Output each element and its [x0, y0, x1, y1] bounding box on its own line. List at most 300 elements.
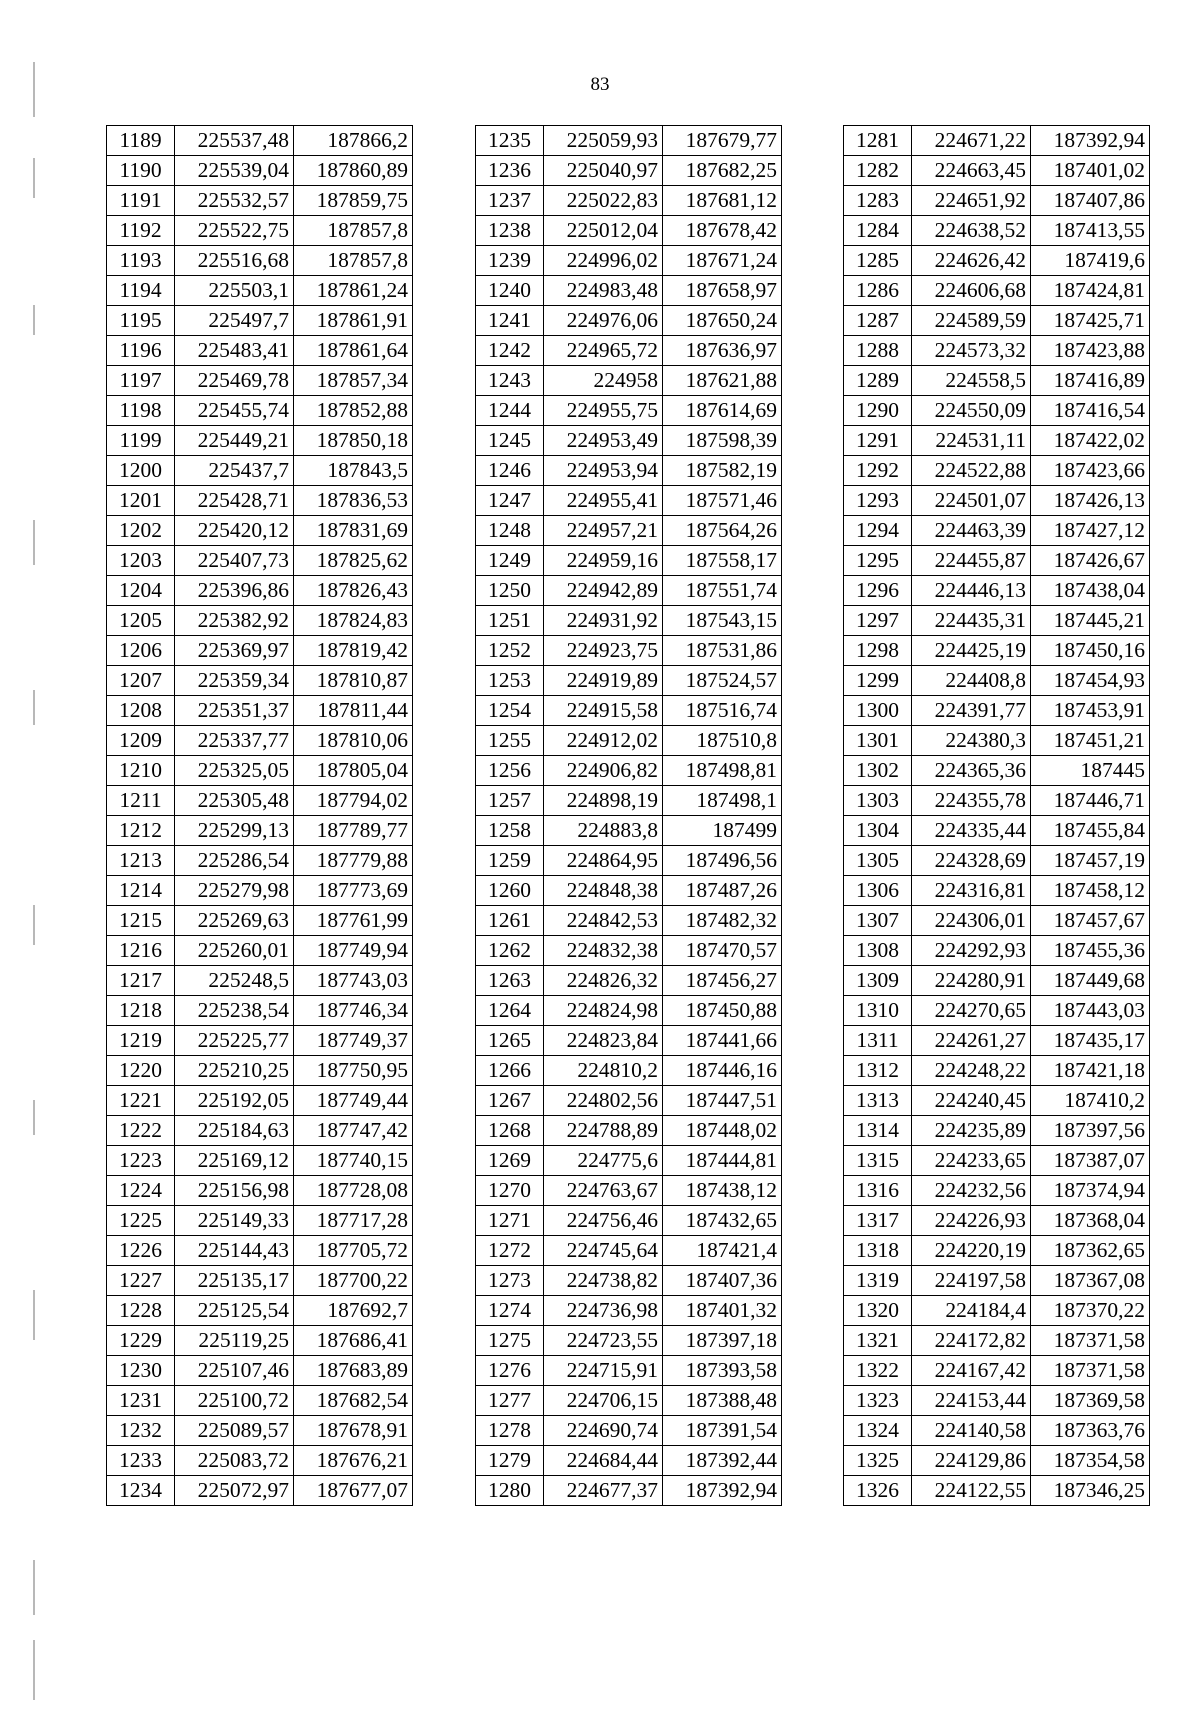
x-coordinate-cell: 224197,58	[912, 1266, 1031, 1296]
point-number-cell: 1304	[844, 816, 912, 846]
y-coordinate-cell: 187681,12	[663, 186, 782, 216]
y-coordinate-cell: 187496,56	[663, 846, 782, 876]
y-coordinate-cell: 187413,55	[1031, 216, 1150, 246]
x-coordinate-cell: 224531,11	[912, 426, 1031, 456]
table-row	[107, 156, 413, 186]
x-coordinate-cell: 224976,06	[544, 306, 663, 336]
x-coordinate-cell: 225522,75	[175, 216, 294, 246]
point-number-cell: 1234	[107, 1476, 175, 1506]
x-coordinate-cell: 224355,78	[912, 786, 1031, 816]
point-number-cell: 1314	[844, 1116, 912, 1146]
y-coordinate-cell: 187424,81	[1031, 276, 1150, 306]
x-coordinate-cell: 224953,49	[544, 426, 663, 456]
point-number-cell: 1293	[844, 486, 912, 516]
table-row	[107, 576, 413, 606]
x-coordinate-cell: 224606,68	[912, 276, 1031, 306]
table-row	[476, 696, 782, 726]
x-coordinate-cell: 224690,74	[544, 1416, 663, 1446]
y-coordinate-cell: 187749,44	[294, 1086, 413, 1116]
y-coordinate-cell: 187524,57	[663, 666, 782, 696]
y-coordinate-cell: 187836,53	[294, 486, 413, 516]
x-coordinate-cell: 225125,54	[175, 1296, 294, 1326]
y-coordinate-cell: 187455,36	[1031, 936, 1150, 966]
table-row	[107, 366, 413, 396]
point-number-cell: 1301	[844, 726, 912, 756]
table-row	[844, 786, 1150, 816]
table-row	[844, 1236, 1150, 1266]
x-coordinate-cell: 225337,77	[175, 726, 294, 756]
table-row	[844, 126, 1150, 156]
point-number-cell: 1223	[107, 1146, 175, 1176]
x-coordinate-cell: 224316,81	[912, 876, 1031, 906]
table-row	[107, 846, 413, 876]
point-number-cell: 1239	[476, 246, 544, 276]
point-number-cell: 1320	[844, 1296, 912, 1326]
x-coordinate-cell: 224248,22	[912, 1056, 1031, 1086]
table-row	[844, 1176, 1150, 1206]
x-coordinate-cell: 224240,45	[912, 1086, 1031, 1116]
table-row	[107, 246, 413, 276]
point-number-cell: 1311	[844, 1026, 912, 1056]
point-number-cell: 1278	[476, 1416, 544, 1446]
y-coordinate-cell: 187446,16	[663, 1056, 782, 1086]
y-coordinate-cell: 187457,67	[1031, 906, 1150, 936]
point-number-cell: 1207	[107, 666, 175, 696]
y-coordinate-cell: 187794,02	[294, 786, 413, 816]
table-row	[476, 1266, 782, 1296]
table-row	[844, 1446, 1150, 1476]
table-row	[476, 846, 782, 876]
table-row	[107, 216, 413, 246]
table-row	[476, 636, 782, 666]
y-coordinate-cell: 187346,25	[1031, 1476, 1150, 1506]
x-coordinate-cell: 224775,6	[544, 1146, 663, 1176]
y-coordinate-cell: 187700,22	[294, 1266, 413, 1296]
x-coordinate-cell: 225532,57	[175, 186, 294, 216]
table-row	[476, 426, 782, 456]
y-coordinate-cell: 187843,5	[294, 456, 413, 486]
table-row	[107, 636, 413, 666]
table-row	[107, 186, 413, 216]
y-coordinate-cell: 187438,04	[1031, 576, 1150, 606]
point-number-cell: 1206	[107, 636, 175, 666]
table-row	[476, 1116, 782, 1146]
point-number-cell: 1282	[844, 156, 912, 186]
y-coordinate-cell: 187857,34	[294, 366, 413, 396]
y-coordinate-cell: 187740,15	[294, 1146, 413, 1176]
table-row	[107, 906, 413, 936]
point-number-cell: 1215	[107, 906, 175, 936]
y-coordinate-cell: 187416,89	[1031, 366, 1150, 396]
y-coordinate-cell: 187392,44	[663, 1446, 782, 1476]
x-coordinate-cell: 225497,7	[175, 306, 294, 336]
table-row	[476, 1356, 782, 1386]
table-row	[476, 1056, 782, 1086]
table-row	[476, 936, 782, 966]
x-coordinate-cell: 224706,15	[544, 1386, 663, 1416]
y-coordinate-cell: 187614,69	[663, 396, 782, 426]
table-row	[476, 486, 782, 516]
y-coordinate-cell: 187407,36	[663, 1266, 782, 1296]
point-number-cell: 1259	[476, 846, 544, 876]
table-row	[476, 966, 782, 996]
table-row	[844, 816, 1150, 846]
table-row	[476, 1386, 782, 1416]
point-number-cell: 1205	[107, 606, 175, 636]
x-coordinate-cell: 224626,42	[912, 246, 1031, 276]
point-number-cell: 1264	[476, 996, 544, 1026]
table-row	[476, 516, 782, 546]
point-number-cell: 1260	[476, 876, 544, 906]
x-coordinate-cell: 225483,41	[175, 336, 294, 366]
point-number-cell: 1246	[476, 456, 544, 486]
y-coordinate-cell: 187450,16	[1031, 636, 1150, 666]
y-coordinate-cell: 187354,58	[1031, 1446, 1150, 1476]
x-coordinate-cell: 225503,1	[175, 276, 294, 306]
y-coordinate-cell: 187371,58	[1031, 1356, 1150, 1386]
point-number-cell: 1229	[107, 1326, 175, 1356]
y-coordinate-cell: 187391,54	[663, 1416, 782, 1446]
table-row	[107, 1386, 413, 1416]
point-number-cell: 1296	[844, 576, 912, 606]
y-coordinate-cell: 187678,42	[663, 216, 782, 246]
point-number-cell: 1265	[476, 1026, 544, 1056]
x-coordinate-cell: 224220,19	[912, 1236, 1031, 1266]
point-number-cell: 1317	[844, 1206, 912, 1236]
y-coordinate-cell: 187531,86	[663, 636, 782, 666]
point-number-cell: 1283	[844, 186, 912, 216]
x-coordinate-cell: 225437,7	[175, 456, 294, 486]
x-coordinate-cell: 224983,48	[544, 276, 663, 306]
point-number-cell: 1287	[844, 306, 912, 336]
point-number-cell: 1262	[476, 936, 544, 966]
table-row	[844, 966, 1150, 996]
table-row	[107, 306, 413, 336]
x-coordinate-cell: 225286,54	[175, 846, 294, 876]
y-coordinate-cell: 187421,18	[1031, 1056, 1150, 1086]
y-coordinate-cell: 187826,43	[294, 576, 413, 606]
y-coordinate-cell: 187423,88	[1031, 336, 1150, 366]
x-coordinate-cell: 224959,16	[544, 546, 663, 576]
y-coordinate-cell: 187682,25	[663, 156, 782, 186]
y-coordinate-cell: 187498,1	[663, 786, 782, 816]
table-row	[844, 276, 1150, 306]
table-row	[476, 366, 782, 396]
table-row	[476, 996, 782, 1026]
y-coordinate-cell: 187392,94	[1031, 126, 1150, 156]
point-number-cell: 1251	[476, 606, 544, 636]
x-coordinate-cell: 224788,89	[544, 1116, 663, 1146]
point-number-cell: 1190	[107, 156, 175, 186]
table-row	[844, 1206, 1150, 1236]
x-coordinate-cell: 224826,32	[544, 966, 663, 996]
y-coordinate-cell: 187425,71	[1031, 306, 1150, 336]
point-number-cell: 1274	[476, 1296, 544, 1326]
x-coordinate-cell: 224335,44	[912, 816, 1031, 846]
scan-margin-mark	[33, 520, 35, 565]
table-row	[476, 1296, 782, 1326]
table-row	[476, 666, 782, 696]
x-coordinate-cell: 224167,42	[912, 1356, 1031, 1386]
table-row	[476, 816, 782, 846]
y-coordinate-cell: 187866,2	[294, 126, 413, 156]
point-number-cell: 1196	[107, 336, 175, 366]
x-coordinate-cell: 225537,48	[175, 126, 294, 156]
table-row	[844, 576, 1150, 606]
x-coordinate-cell: 224848,38	[544, 876, 663, 906]
x-coordinate-cell: 224550,09	[912, 396, 1031, 426]
coordinates-table-1	[106, 125, 413, 1506]
point-number-cell: 1245	[476, 426, 544, 456]
table-row	[107, 1206, 413, 1236]
point-number-cell: 1269	[476, 1146, 544, 1176]
x-coordinate-cell: 225135,17	[175, 1266, 294, 1296]
y-coordinate-cell: 187671,24	[663, 246, 782, 276]
x-coordinate-cell: 224912,02	[544, 726, 663, 756]
table-row	[107, 1326, 413, 1356]
table-row	[107, 1176, 413, 1206]
table-row	[844, 366, 1150, 396]
point-number-cell: 1261	[476, 906, 544, 936]
point-number-cell: 1253	[476, 666, 544, 696]
y-coordinate-cell: 187717,28	[294, 1206, 413, 1236]
table-row	[844, 1296, 1150, 1326]
point-number-cell: 1227	[107, 1266, 175, 1296]
y-coordinate-cell: 187367,08	[1031, 1266, 1150, 1296]
y-coordinate-cell: 187676,21	[294, 1446, 413, 1476]
y-coordinate-cell: 187728,08	[294, 1176, 413, 1206]
point-number-cell: 1276	[476, 1356, 544, 1386]
point-number-cell: 1231	[107, 1386, 175, 1416]
table-row	[844, 186, 1150, 216]
y-coordinate-cell: 187370,22	[1031, 1296, 1150, 1326]
x-coordinate-cell: 224736,98	[544, 1296, 663, 1326]
point-number-cell: 1226	[107, 1236, 175, 1266]
table-row	[476, 906, 782, 936]
table-row	[844, 876, 1150, 906]
x-coordinate-cell: 224172,82	[912, 1326, 1031, 1356]
point-number-cell: 1193	[107, 246, 175, 276]
x-coordinate-cell: 224883,8	[544, 816, 663, 846]
x-coordinate-cell: 224942,89	[544, 576, 663, 606]
y-coordinate-cell: 187857,8	[294, 246, 413, 276]
y-coordinate-cell: 187458,12	[1031, 876, 1150, 906]
y-coordinate-cell: 187419,6	[1031, 246, 1150, 276]
y-coordinate-cell: 187692,7	[294, 1296, 413, 1326]
y-coordinate-cell: 187422,02	[1031, 426, 1150, 456]
point-number-cell: 1295	[844, 546, 912, 576]
y-coordinate-cell: 187789,77	[294, 816, 413, 846]
x-coordinate-cell: 225083,72	[175, 1446, 294, 1476]
x-coordinate-cell: 224226,93	[912, 1206, 1031, 1236]
table-row	[107, 756, 413, 786]
table-row	[476, 456, 782, 486]
x-coordinate-cell: 224365,36	[912, 756, 1031, 786]
table-row	[844, 306, 1150, 336]
y-coordinate-cell: 187636,97	[663, 336, 782, 366]
table-row	[107, 936, 413, 966]
table-row	[107, 726, 413, 756]
point-number-cell: 1191	[107, 186, 175, 216]
point-number-cell: 1275	[476, 1326, 544, 1356]
point-number-cell: 1286	[844, 276, 912, 306]
scan-margin-mark	[33, 158, 35, 198]
table-row	[844, 846, 1150, 876]
y-coordinate-cell: 187850,18	[294, 426, 413, 456]
table-row	[844, 726, 1150, 756]
table-row	[476, 1086, 782, 1116]
x-coordinate-cell: 224663,45	[912, 156, 1031, 186]
table-row	[107, 1476, 413, 1506]
x-coordinate-cell: 225299,13	[175, 816, 294, 846]
x-coordinate-cell: 225449,21	[175, 426, 294, 456]
point-number-cell: 1316	[844, 1176, 912, 1206]
x-coordinate-cell: 224864,95	[544, 846, 663, 876]
y-coordinate-cell: 187658,97	[663, 276, 782, 306]
table-row	[844, 936, 1150, 966]
table-row	[476, 396, 782, 426]
table-row	[107, 1446, 413, 1476]
x-coordinate-cell: 224745,64	[544, 1236, 663, 1266]
table-row	[107, 816, 413, 846]
table-row	[844, 156, 1150, 186]
x-coordinate-cell: 224823,84	[544, 1026, 663, 1056]
point-number-cell: 1242	[476, 336, 544, 366]
table-row	[844, 606, 1150, 636]
point-number-cell: 1266	[476, 1056, 544, 1086]
y-coordinate-cell: 187426,13	[1031, 486, 1150, 516]
x-coordinate-cell: 224738,82	[544, 1266, 663, 1296]
point-number-cell: 1306	[844, 876, 912, 906]
y-coordinate-cell: 187679,77	[663, 126, 782, 156]
y-coordinate-cell: 187686,41	[294, 1326, 413, 1356]
y-coordinate-cell: 187432,65	[663, 1206, 782, 1236]
table-row	[476, 186, 782, 216]
y-coordinate-cell: 187388,48	[663, 1386, 782, 1416]
point-number-cell: 1326	[844, 1476, 912, 1506]
y-coordinate-cell: 187457,19	[1031, 846, 1150, 876]
point-number-cell: 1204	[107, 576, 175, 606]
x-coordinate-cell: 224763,67	[544, 1176, 663, 1206]
point-number-cell: 1302	[844, 756, 912, 786]
x-coordinate-cell: 224677,37	[544, 1476, 663, 1506]
table-row	[844, 426, 1150, 456]
y-coordinate-cell: 187426,67	[1031, 546, 1150, 576]
point-number-cell: 1218	[107, 996, 175, 1026]
table-row	[844, 1476, 1150, 1506]
x-coordinate-cell: 224906,82	[544, 756, 663, 786]
table-row	[107, 696, 413, 726]
y-coordinate-cell: 187677,07	[294, 1476, 413, 1506]
x-coordinate-cell: 225248,5	[175, 966, 294, 996]
x-coordinate-cell: 224723,55	[544, 1326, 663, 1356]
x-coordinate-cell: 224463,39	[912, 516, 1031, 546]
x-coordinate-cell: 225359,34	[175, 666, 294, 696]
y-coordinate-cell: 187443,03	[1031, 996, 1150, 1026]
table-row	[844, 1026, 1150, 1056]
table-row	[107, 786, 413, 816]
y-coordinate-cell: 187598,39	[663, 426, 782, 456]
y-coordinate-cell: 187435,17	[1031, 1026, 1150, 1056]
table-row	[844, 1416, 1150, 1446]
x-coordinate-cell: 225184,63	[175, 1116, 294, 1146]
point-number-cell: 1273	[476, 1266, 544, 1296]
point-number-cell: 1318	[844, 1236, 912, 1266]
y-coordinate-cell: 187447,51	[663, 1086, 782, 1116]
y-coordinate-cell: 187861,64	[294, 336, 413, 366]
point-number-cell: 1263	[476, 966, 544, 996]
y-coordinate-cell: 187852,88	[294, 396, 413, 426]
table-row	[476, 1026, 782, 1056]
point-number-cell: 1285	[844, 246, 912, 276]
scan-margin-mark	[33, 62, 35, 117]
table-row	[107, 1356, 413, 1386]
table-row	[107, 1236, 413, 1266]
point-number-cell: 1277	[476, 1386, 544, 1416]
y-coordinate-cell: 187371,58	[1031, 1326, 1150, 1356]
x-coordinate-cell: 224328,69	[912, 846, 1031, 876]
table-row	[844, 456, 1150, 486]
x-coordinate-cell: 224898,19	[544, 786, 663, 816]
y-coordinate-cell: 187582,19	[663, 456, 782, 486]
table-row	[476, 246, 782, 276]
x-coordinate-cell: 224671,22	[912, 126, 1031, 156]
y-coordinate-cell: 187773,69	[294, 876, 413, 906]
table-row	[107, 876, 413, 906]
y-coordinate-cell: 187410,2	[1031, 1086, 1150, 1116]
y-coordinate-cell: 187450,88	[663, 996, 782, 1026]
x-coordinate-cell: 224651,92	[912, 186, 1031, 216]
table-row	[107, 1416, 413, 1446]
y-coordinate-cell: 187743,03	[294, 966, 413, 996]
point-number-cell: 1267	[476, 1086, 544, 1116]
x-coordinate-cell: 225156,98	[175, 1176, 294, 1206]
y-coordinate-cell: 187453,91	[1031, 696, 1150, 726]
point-number-cell: 1258	[476, 816, 544, 846]
point-number-cell: 1192	[107, 216, 175, 246]
y-coordinate-cell: 187416,54	[1031, 396, 1150, 426]
table-row	[844, 1086, 1150, 1116]
x-coordinate-cell: 224232,56	[912, 1176, 1031, 1206]
y-coordinate-cell: 187861,91	[294, 306, 413, 336]
x-coordinate-cell: 224955,75	[544, 396, 663, 426]
point-number-cell: 1309	[844, 966, 912, 996]
table-row	[107, 276, 413, 306]
point-number-cell: 1216	[107, 936, 175, 966]
point-number-cell: 1281	[844, 126, 912, 156]
y-coordinate-cell: 187650,24	[663, 306, 782, 336]
table-row	[844, 906, 1150, 936]
point-number-cell: 1272	[476, 1236, 544, 1266]
x-coordinate-cell: 224292,93	[912, 936, 1031, 966]
y-coordinate-cell: 187487,26	[663, 876, 782, 906]
point-number-cell: 1322	[844, 1356, 912, 1386]
point-number-cell: 1197	[107, 366, 175, 396]
table-row	[844, 396, 1150, 426]
point-number-cell: 1289	[844, 366, 912, 396]
x-coordinate-cell: 224280,91	[912, 966, 1031, 996]
x-coordinate-cell: 224953,94	[544, 456, 663, 486]
point-number-cell: 1324	[844, 1416, 912, 1446]
y-coordinate-cell: 187456,27	[663, 966, 782, 996]
point-number-cell: 1250	[476, 576, 544, 606]
x-coordinate-cell: 224446,13	[912, 576, 1031, 606]
point-number-cell: 1279	[476, 1446, 544, 1476]
x-coordinate-cell: 224408,8	[912, 666, 1031, 696]
y-coordinate-cell: 187551,74	[663, 576, 782, 606]
y-coordinate-cell: 187811,44	[294, 696, 413, 726]
x-coordinate-cell: 224391,77	[912, 696, 1031, 726]
